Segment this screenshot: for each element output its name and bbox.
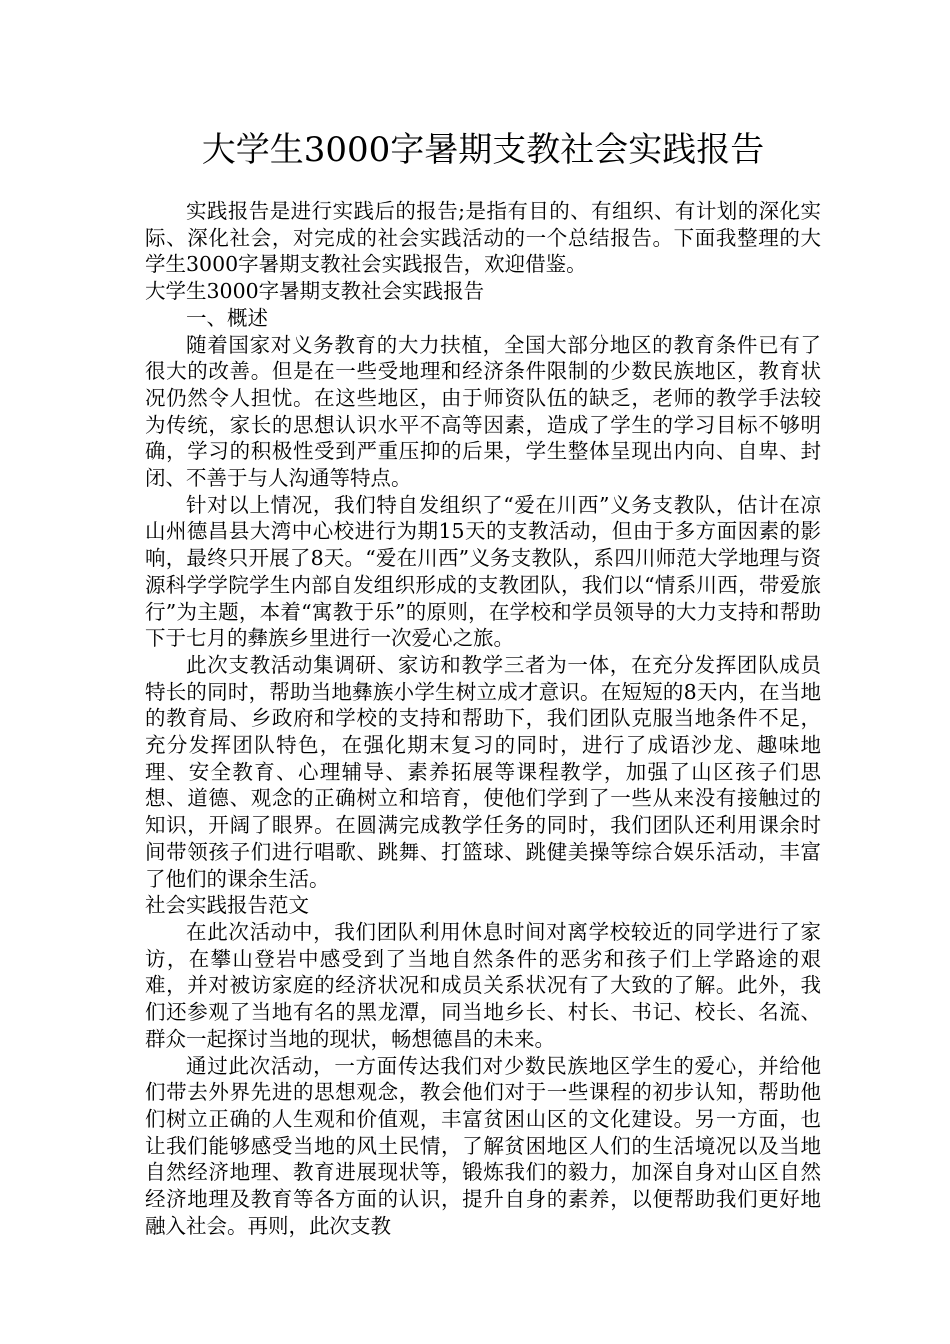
document-title: 大学生3000字暑期支教社会实践报告 [201, 130, 765, 170]
paragraph-subtitle: 大学生3000字暑期支教社会实践报告 [145, 279, 485, 304]
paragraph: 通过此次活动，一方面传达我们对少数民族地区学生的爱心，并给他们带去外界先进的思想观念，教会他们对于一些课程的初步认知，帮助他们树立正确的人生观和价值观，丰富贫困山区的文化建设。另一方面，也让我们能够感受当地的风土民情，了解贫困地区人们的生活境况以及当地自然经济地理、教育进展现状等，锻炼我们的毅力，加深自身对山区自然经济地理及教育等各方面的认识，提升自身的素养，以便帮助我们更好地融入社会。再则，此次支教 [145, 1053, 821, 1238]
paragraph: 随着国家对义务教育的大力扶植，全国大部分地区的教育条件已有了很大的改善。但是在一些受地理和经济条件限制的少数民族地区，教育状况仍然令人担忧。在这些地区，由于师资队伍的缺乏，老师的教学手法较为传统，家长的思想认识水平不高等因素，造成了学生的学习目标不够明确，学习的积极性受到严重压抑的后果，学生整体呈现出内向、自卑、封闭、不善于与人沟通等特点。 [145, 332, 821, 491]
paragraph-intro: 实践报告是进行实践后的报告;是指有目的、有组织、有计划的深化实际、深化社会，对完成的社会实践活动的一个总结报告。下面我整理的大学生3000字暑期支教社会实践报告，欢迎借鉴。 [145, 199, 821, 277]
paragraph: 针对以上情况，我们特自发组织了“爱在川西”义务支教队，估计在凉山州德昌县大湾中心校进行为期15天的支教活动，但由于多方面因素的影响，最终只开展了8天。“爱在川西”义务支教队，系四川师范大学地理与资源科学学院学生内部自发组织形成的支教团队，我们以“情系川西，带爱旅行”为主题，本着“寓教于乐”的原则，在学校和学员领导的大力支持和帮助下于七月的彝族乡里进行一次爱心之旅。 [145, 492, 821, 651]
paragraph: 此次支教活动集调研、家访和教学三者为一体，在充分发挥团队成员特长的同时，帮助当地彝族小学生树立成才意识。在短短的8天内，在当地的教育局、乡政府和学校的支持和帮助下，我们团队克服当地条件不足，充分发挥团队特色，在强化期末复习的同时，进行了成语沙龙、趣味地理、安全教育、心理辅导、素养拓展等课程教学，加强了山区孩子们思想、道德、观念的正确树立和培育，使他们学到了一些从来没有接触过的知识，开阔了眼界。在圆满完成教学任务的同时，我们团队还利用课余时间带领孩子们进行唱歌、跳舞、打篮球、跳健美操等综合娱乐活动，丰富了他们的课余生活。 [145, 652, 821, 891]
paragraph-label: 社会实践报告范文 [145, 893, 309, 918]
document-page [145, 0, 821, 1344]
section-heading-overview: 一、概述 [186, 305, 268, 330]
document-body [145, 198, 821, 1239]
paragraph: 在此次活动中，我们团队利用休息时间对离学校较近的同学进行了家访，在攀山登岩中感受到了当地自然条件的恶劣和孩子们上学路途的艰难，并对被访家庭的经济状况和成员关系状况有了大致的了解。此外，我们还参观了当地有名的黑龙潭，同当地乡长、村长、书记、校长、名流、群众一起探讨当地的现状，畅想德昌的未来。 [145, 919, 821, 1051]
